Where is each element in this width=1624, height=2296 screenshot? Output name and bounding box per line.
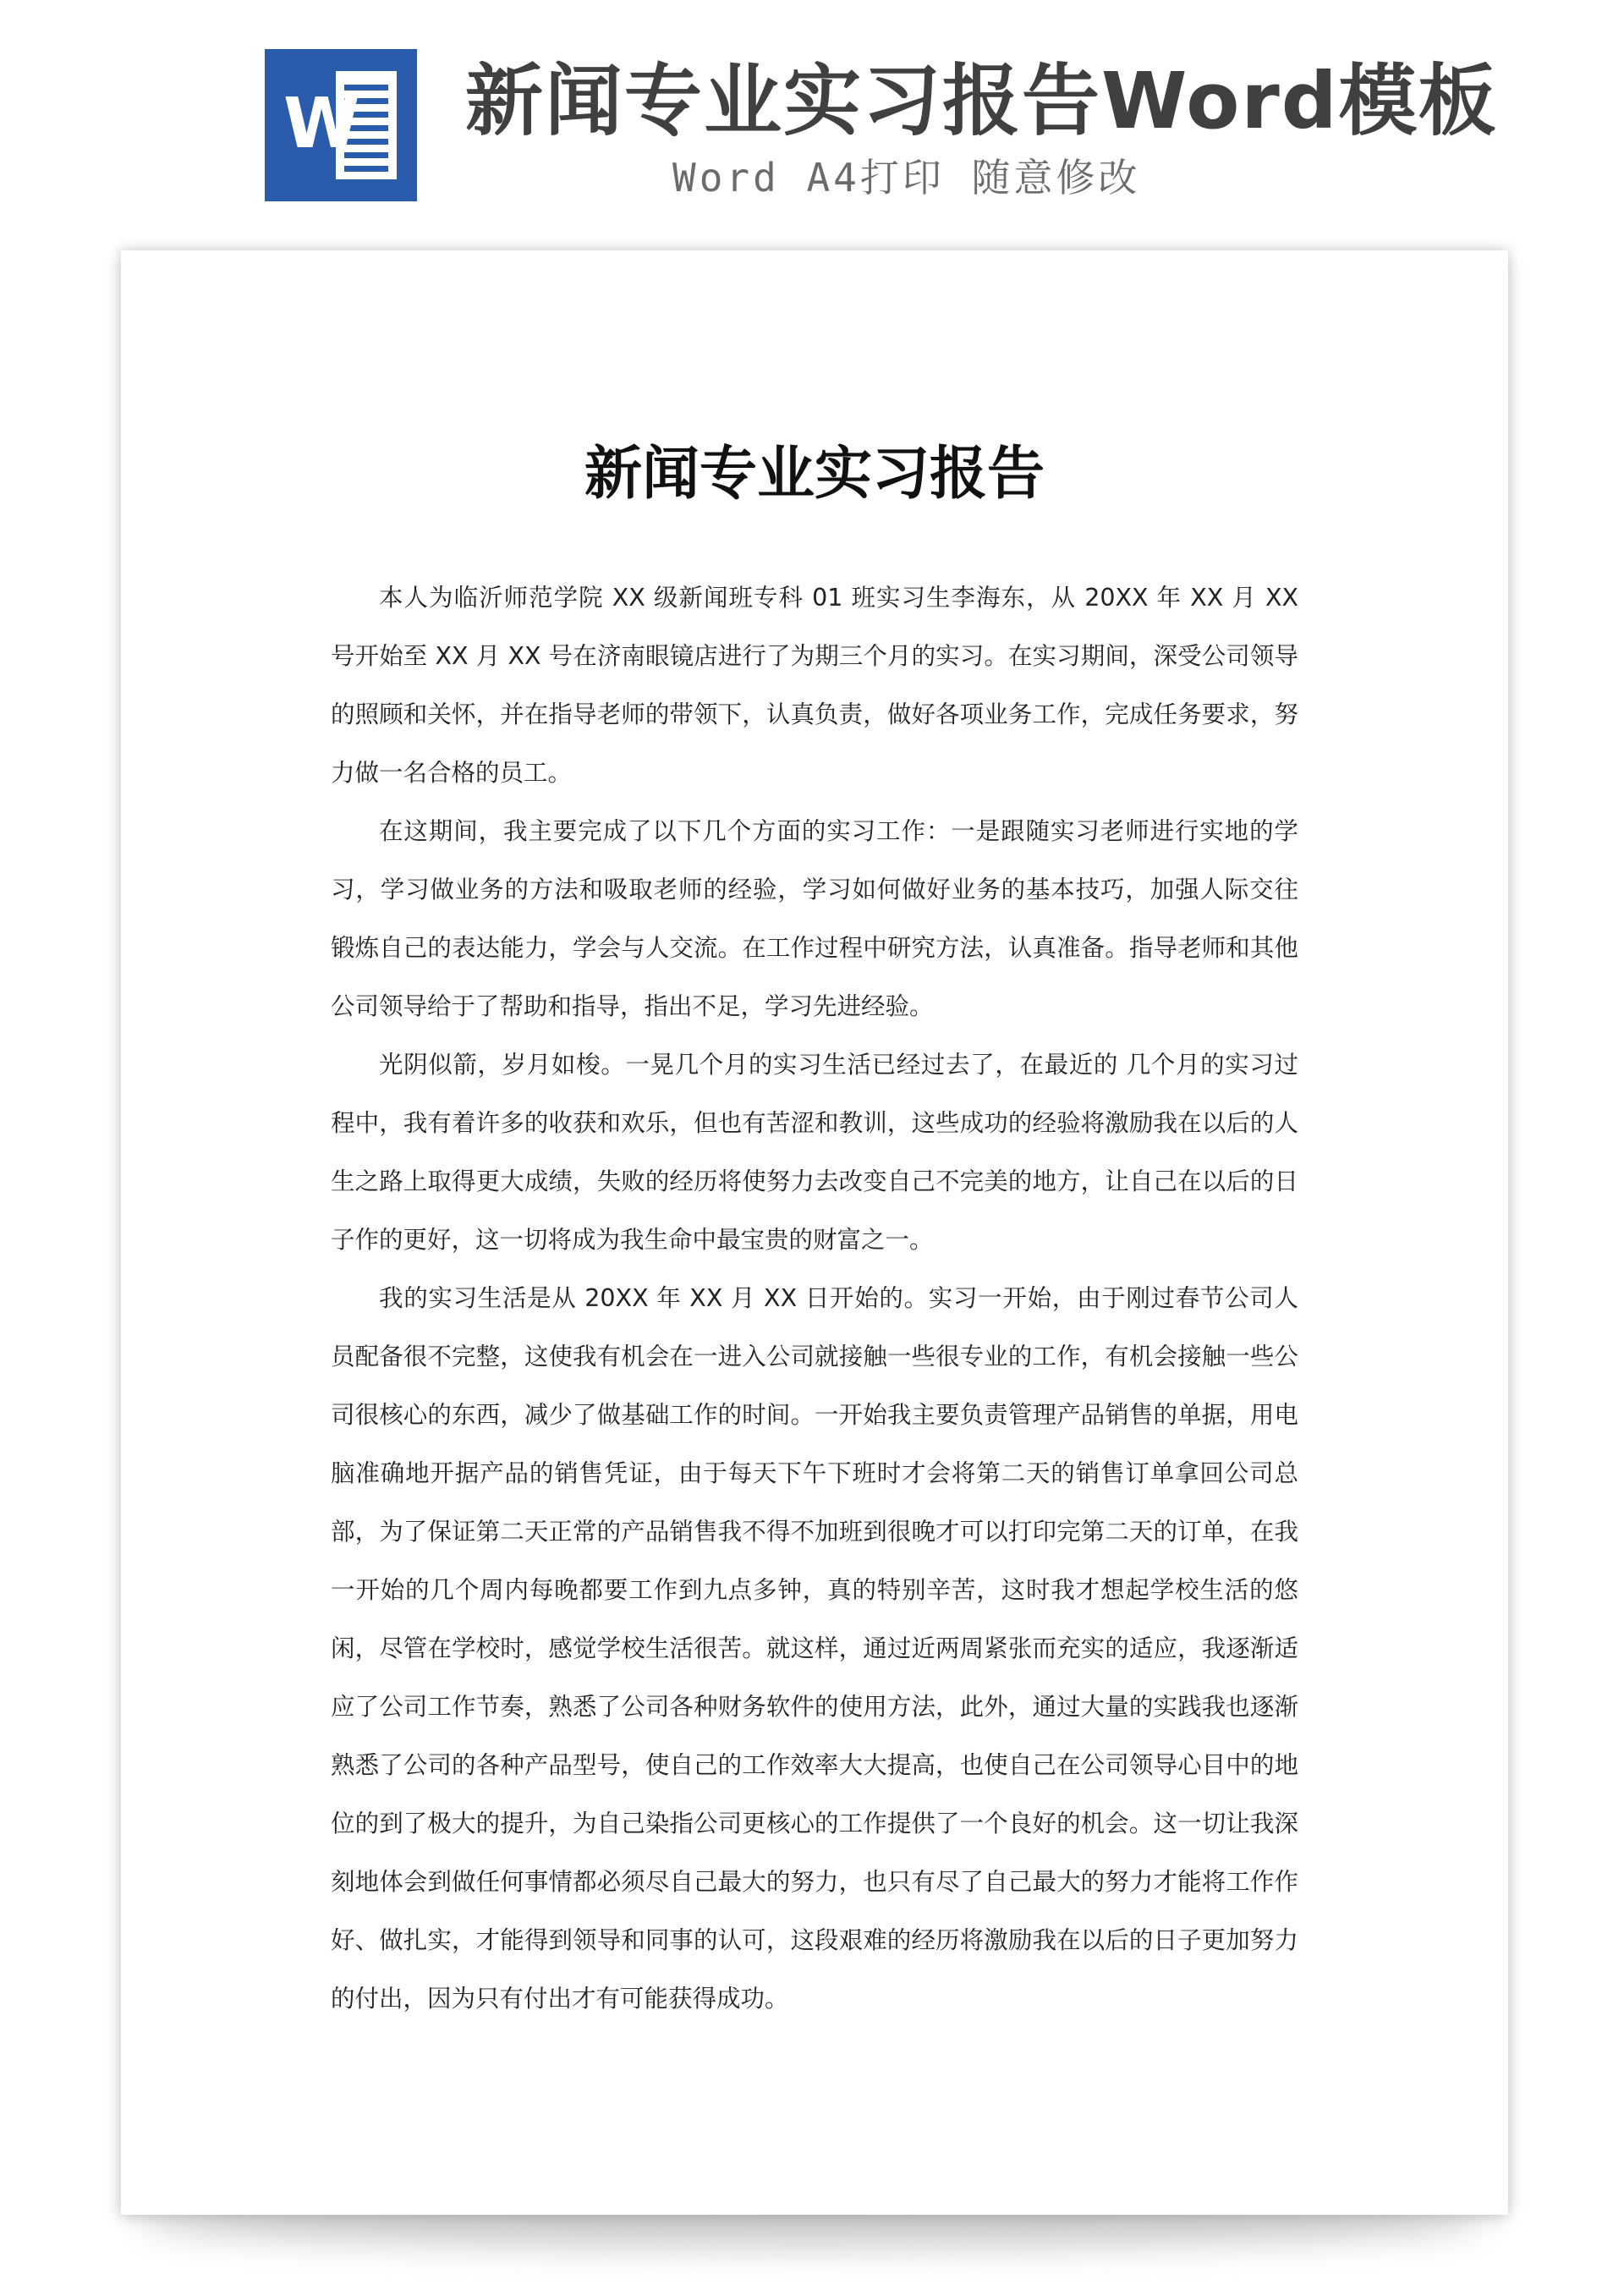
paragraph-experience: 我的实习生活是从 20XX 年 XX 月 XX 日开始的。实习一开始，由于刚过春节公司人员配备很不完整，这使我有机会在一进入公司就接触一些很专业的工作，有机会接触一些公司很核心的东西，减少了做基础工作的时间。一开始我主要负责管理产品销售的单据，用电脑准确地开据产品的销售凭证，由于每天下午下班时才会将第二天的销售订单拿回公司总部，为了保证第二天正常的产品销售我不得不加班到很晚才可以打印完第二天的订单，在我一开始的几个周内每晚都要工作到九点多钟，真的特别辛苦，这时我才想起学校生活的悠闲，尽管在学校时，感觉学校生活很苦。就这样，通过近两周紧张而充实的适应，我逐渐适应了公司工作节奏，熟悉了公司各种财务软件的使用方法，此外，通过大量的实践我也逐渐熟悉了公司的各种产品型号，使自己的工作效率大大提高，也使自己在公司领导心目中的地位的到了极大的提升，为自己染指公司更核心的工作提供了一个良好的机会。这一切让我深刻地体会到做任何事情都必须尽自己最大的努力，也只有尽了自己最大的努力才能将工作作好、做扎实，才能得到领导和同事的认可，这段艰难的经历将激励我在以后的日子更加努力的付出，因为只有付出才有可能获得成功。 [331,1284,1298,2013]
document-body [331,569,1298,2028]
paragraph-work: 在这期间，我主要完成了以下几个方面的实习工作：一是跟随实习老师进行实地的学习，学习做业务的方法和吸取老师的经验，学习如何做好业务的基本技巧，加强人际交往 锻炼自己的表达能力，学会与人交流。在工作过程中研究方法，认真准备。指导老师和其他公司领导给于了帮助和指导，指出不足，学习先进经验。 [331,817,1298,1020]
document-page [121,250,1508,2215]
word-logo-icon [265,49,417,201]
paragraph-intro: 本人为临沂师范学院 XX 级新闻班专科 01 班实习生李海东，从 20XX 年 XX 月 XX 号开始至 XX 月 XX 号在济南眼镜店进行了为期三个月的实习。在实习期间，深受公司领导的照顾和关怀，并在指导老师的带领下，认真负责，做好各项业务工作，完成任务要求，努力做一名合格的员工。 [331,584,1298,787]
document-title: 新闻专业实习报告 [584,441,1045,508]
banner-title: 新闻专业实习报告Word模板 [465,56,1498,146]
banner-subtitle: Word A4打印 随意修改 [672,155,1141,200]
paragraph-reflection: 光阴似箭，岁月如梭。一晃几个月的实习生活已经过去了，在最近的 几个月的实习过程中，我有着许多的收获和欢乐，但也有苦涩和教训，这些成功的经验将激励我在以后的人生之路上取得更大成绩，失败的经历将使努力去改变自己不完美的地方，让自己在以后的日子作的更好，这一切将成为我生命中最宝贵的财富之一。 [331,1051,1298,1254]
logo-letter: W [283,84,360,164]
